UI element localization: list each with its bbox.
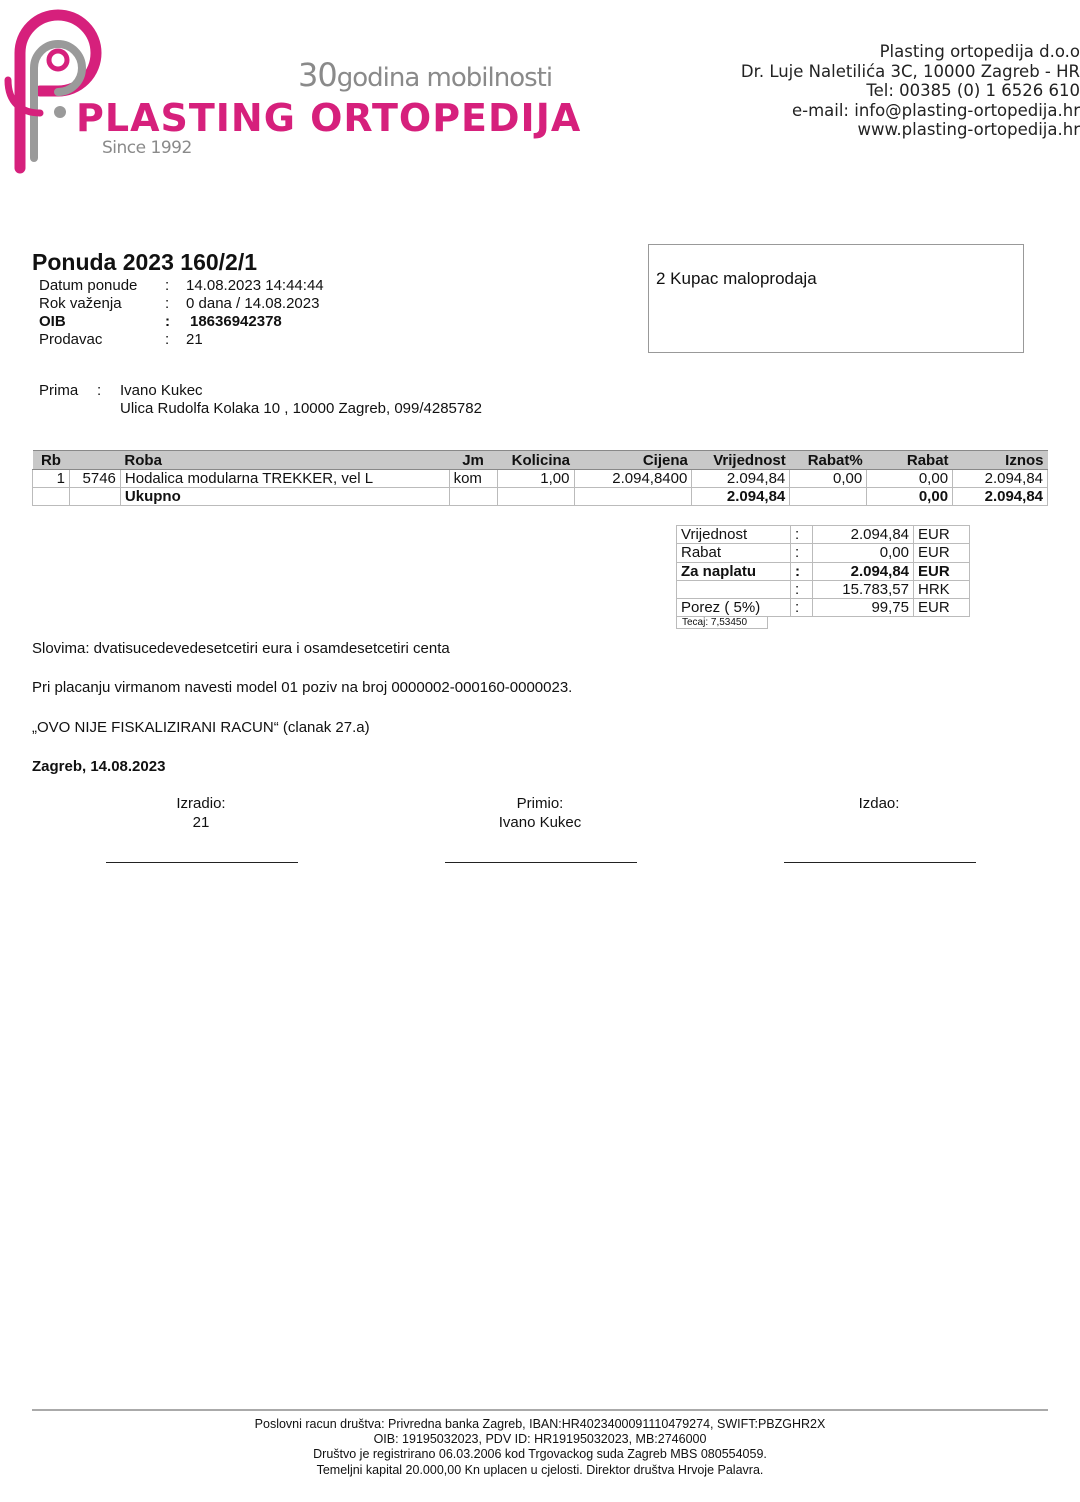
company-info bbox=[741, 42, 1080, 140]
total-label: Ukupno bbox=[120, 488, 449, 506]
summary-value: 0,00 bbox=[813, 544, 914, 562]
footer-line: Poslovni racun društva: Privredna banka Zagreb, IBAN:HR4023400091110479274, SWIFT:PBZGHR2X bbox=[254, 1417, 826, 1431]
col-rb: Rb bbox=[33, 451, 70, 470]
summary-currency: EUR bbox=[914, 526, 970, 544]
cell-rb: 1 bbox=[33, 470, 70, 488]
summary-currency: HRK bbox=[914, 580, 970, 598]
meta-value: 21 bbox=[186, 331, 203, 348]
summary-label: Rabat bbox=[677, 544, 791, 562]
meta-label: OIB bbox=[39, 313, 66, 330]
table-row bbox=[33, 470, 1048, 488]
summary-sep: : bbox=[791, 544, 813, 562]
summary-label: Porez ( 5%) bbox=[677, 599, 791, 617]
summary-label: Vrijednost bbox=[677, 526, 791, 544]
company-phone: Tel: 00385 (0) 1 6526 610 bbox=[866, 81, 1080, 100]
col-rabat-pct: Rabat% bbox=[790, 451, 867, 470]
summary-value: 99,75 bbox=[813, 599, 914, 617]
meta-sep: : bbox=[165, 331, 170, 348]
meta-row-seller bbox=[39, 331, 324, 349]
summary-row bbox=[677, 526, 970, 544]
signature-label: Izradio: bbox=[176, 795, 226, 812]
cell-empty bbox=[790, 488, 867, 506]
col-jm: Jm bbox=[449, 451, 497, 470]
amount-in-words: Slovima: dvatisucedevedesetcetiri eura i osamdesetcetiri centa bbox=[32, 640, 450, 657]
cell-rabat-pct: 0,00 bbox=[790, 470, 867, 488]
offer-meta bbox=[39, 277, 324, 349]
summary-row bbox=[677, 580, 970, 598]
col-roba: Roba bbox=[120, 451, 449, 470]
cell-empty bbox=[33, 488, 70, 506]
summary-label: Za naplatu bbox=[677, 562, 791, 580]
company-name: Plasting ortopedija d.o.o bbox=[879, 42, 1080, 61]
company-address: Dr. Luje Naletilića 3C, 10000 Zagreb - HR bbox=[740, 61, 1080, 81]
summary-label bbox=[677, 580, 791, 598]
meta-label: Datum ponude bbox=[39, 277, 138, 294]
meta-value: 14.08.2023 14:44:44 bbox=[186, 277, 324, 294]
summary-row bbox=[677, 599, 970, 617]
summary-value: 2.094,84 bbox=[813, 562, 914, 580]
summary-row bbox=[677, 544, 970, 562]
place-date: Zagreb, 14.08.2023 bbox=[32, 758, 166, 775]
cell-jm: kom bbox=[449, 470, 497, 488]
cell-vrijednost: 2.094,84 bbox=[692, 470, 790, 488]
items-header-row bbox=[33, 451, 1048, 470]
signature-line bbox=[445, 862, 637, 863]
signature-label: Izdao: bbox=[858, 795, 900, 812]
cell-empty bbox=[497, 488, 574, 506]
company-website[interactable]: www.plasting-ortopedija.hr bbox=[857, 120, 1080, 139]
total-iznos: 2.094,84 bbox=[953, 488, 1048, 506]
meta-label: Rok važenja bbox=[39, 295, 122, 312]
recipient-sep: : bbox=[97, 382, 102, 399]
payment-instructions: Pri placanju virmanom navesti model 01 poziv na broj 0000002-000160-0000023. bbox=[32, 679, 573, 696]
summary-currency: EUR bbox=[914, 599, 970, 617]
logo-tagline: 30godina mobilnosti bbox=[298, 56, 553, 94]
recipient-name: Ivano Kukec bbox=[120, 382, 203, 399]
signature-line bbox=[784, 862, 976, 863]
recipient-address: Ulica Rudolfa Kolaka 10 , 10000 Zagreb, 099/4285782 bbox=[120, 400, 482, 417]
items-table bbox=[32, 450, 1048, 506]
col-code bbox=[69, 451, 120, 470]
recipient bbox=[39, 382, 482, 418]
meta-value: 18636942378 bbox=[190, 313, 282, 330]
cell-iznos: 2.094,84 bbox=[953, 470, 1048, 488]
total-vrijednost: 2.094,84 bbox=[692, 488, 790, 506]
footer-line: OIB: 19195032023, PDV ID: HR19195032023, MB:2746000 bbox=[373, 1432, 707, 1447]
cell-code: 5746 bbox=[69, 470, 120, 488]
summary-currency: EUR bbox=[914, 544, 970, 562]
summary-sep: : bbox=[791, 580, 813, 598]
col-iznos: Iznos bbox=[953, 451, 1048, 470]
cell-cijena: 2.094,8400 bbox=[574, 470, 692, 488]
signature-primio bbox=[440, 794, 640, 832]
meta-value: 0 dana / 14.08.2023 bbox=[186, 295, 320, 312]
table-total-row bbox=[33, 488, 1048, 506]
meta-sep: : bbox=[165, 277, 170, 294]
company-email[interactable]: e-mail: info@plasting-ortopedija.hr bbox=[791, 100, 1080, 120]
meta-sep: : bbox=[165, 313, 170, 330]
col-cijena: Cijena bbox=[574, 451, 692, 470]
signature-value: Ivano Kukec bbox=[498, 814, 582, 831]
meta-label: Prodavac bbox=[39, 331, 103, 348]
exchange-rate: Tecaj: 7,53450 bbox=[676, 616, 768, 629]
logo-since: Since 1992 bbox=[102, 138, 192, 158]
offer-title: Ponuda 2023 160/2/1 bbox=[32, 249, 258, 275]
footer bbox=[0, 1417, 1080, 1478]
signature-izdao bbox=[779, 794, 979, 813]
total-rabat: 0,00 bbox=[867, 488, 953, 506]
col-vrijednost: Vrijednost bbox=[692, 451, 790, 470]
cell-empty bbox=[69, 488, 120, 506]
footer-line: Temeljni kapital 20.000,00 Kn uplacen u cjelosti. Direktor društva Hrvoje Palavra. bbox=[316, 1462, 764, 1477]
summary-sep: : bbox=[791, 599, 813, 617]
cell-empty bbox=[449, 488, 497, 506]
summary-value: 15.783,57 bbox=[813, 580, 914, 598]
logo-brand-name: PLASTING ORTOPEDIJA bbox=[76, 96, 582, 140]
summary-sep: : bbox=[791, 526, 813, 544]
meta-row-validity bbox=[39, 295, 324, 313]
summary-table bbox=[676, 525, 970, 617]
summary-value: 2.094,84 bbox=[813, 526, 914, 544]
fiscal-notice: „OVO NIJE FISKALIZIRANI RACUN“ (clanak 27.a) bbox=[32, 719, 370, 736]
cell-rabat: 0,00 bbox=[867, 470, 953, 488]
signature-value: 21 bbox=[192, 814, 210, 831]
signature-line bbox=[106, 862, 298, 863]
col-kolicina: Kolicina bbox=[497, 451, 574, 470]
summary-currency: EUR bbox=[914, 562, 970, 580]
signature-izradio bbox=[101, 794, 301, 832]
meta-sep: : bbox=[165, 295, 170, 312]
cell-roba: Hodalica modularna TREKKER, vel L bbox=[120, 470, 449, 488]
recipient-label: Prima bbox=[39, 382, 79, 399]
cell-empty bbox=[574, 488, 692, 506]
meta-row-date bbox=[39, 277, 324, 295]
meta-row-oib bbox=[39, 313, 324, 331]
signature-label: Primio: bbox=[516, 795, 564, 812]
col-rabat: Rabat bbox=[867, 451, 953, 470]
summary-sep: : bbox=[791, 562, 813, 580]
customer-box: 2 Kupac maloprodaja bbox=[648, 244, 1024, 353]
cell-kolicina: 1,00 bbox=[497, 470, 574, 488]
footer-line: Društvo je registrirano 06.03.2006 kod Trgovackog suda Zagreb MBS 080554059. bbox=[313, 1447, 767, 1462]
footer-divider bbox=[32, 1409, 1048, 1411]
summary-row-total bbox=[677, 562, 970, 580]
